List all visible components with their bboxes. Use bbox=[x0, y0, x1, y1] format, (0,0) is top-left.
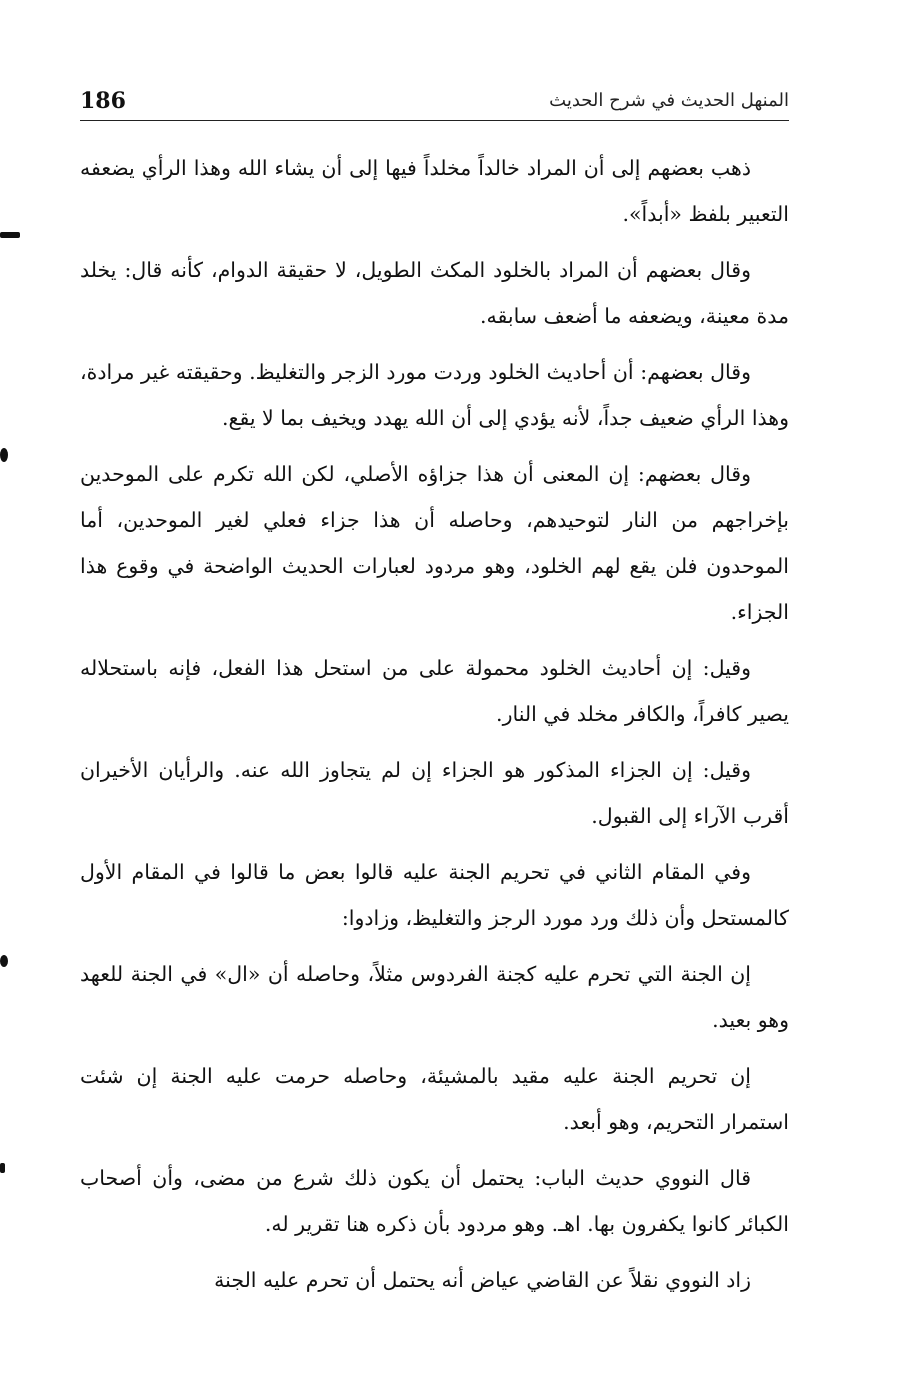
paragraph: وقال بعضهم: إن المعنى أن هذا جزاؤه الأصلي، لكن الله تكرم على الموحدين بإخراجهم من النار لتوحيدهم، وحاصله أن هذا جزاء فعلي لغير الموحدين، أما الموحدون فلن يقع لهم الخلود، وهو مردود لعبارات الحديث الواضحة في وقوع هذا الجزاء. bbox=[80, 462, 789, 624]
paragraph: وفي المقام الثاني في تحريم الجنة عليه قالوا بعض ما قالوا في المقام الأول كالمستحل وأن ذلك ورد مورد الرجز والتغليظ، وزادوا: bbox=[80, 860, 789, 930]
paragraph: وقال بعضهم أن المراد بالخلود المكث الطويل، لا حقيقة الدوام، كأنه قال: يخلد مدة معينة، ويضعفه ما أضعف سابقه. bbox=[80, 258, 789, 328]
scan-edge-mark bbox=[0, 1163, 5, 1173]
page-number: 186 bbox=[80, 88, 126, 114]
scan-edge-mark bbox=[0, 232, 20, 238]
paragraph: ذهب بعضهم إلى أن المراد خالداً مخلداً فيها إلى أن يشاء الله وهذا الرأي يضعفه التعبير بلفظ «أبداً». bbox=[80, 156, 789, 226]
paragraph: قال النووي حديث الباب: يحتمل أن يكون ذلك شرع من مضى، وأن أصحاب الكبائر كانوا يكفرون بها. اهـ. وهو مردود بأن ذكره هنا تقرير له. bbox=[80, 1166, 789, 1236]
paragraph: إن الجنة التي تحرم عليه كجنة الفردوس مثلاً، وحاصله أن «ال» في الجنة للعهد وهو بعيد. bbox=[80, 962, 789, 1032]
scan-edge-mark bbox=[0, 448, 8, 462]
running-title: المنهل الحديث في شرح الحديث bbox=[549, 90, 789, 111]
paragraph: وقيل: إن الجزاء المذكور هو الجزاء إن لم يتجاوز الله عنه. والرأيان الأخيران أقرب الآراء إلى القبول. bbox=[80, 758, 789, 828]
scan-edge-mark bbox=[0, 955, 8, 967]
paragraph: وقال بعضهم: أن أحاديث الخلود وردت مورد الزجر والتغليظ. وحقيقته غير مرادة، وهذا الرأي ضعيف جداً، لأنه يؤدي إلى أن الله يهدد ويخيف بما لا يقع. bbox=[80, 360, 789, 430]
paragraph: وقيل: إن أحاديث الخلود محمولة على من استحل هذا الفعل، فإنه باستحلاله يصير كافراً، والكافر مخلد في النار. bbox=[80, 656, 789, 726]
page-body bbox=[80, 145, 789, 1313]
paragraph: زاد النووي نقلاً عن القاضي عياض أنه يحتمل أن تحرم عليه الجنة bbox=[214, 1268, 751, 1292]
paragraph: إن تحريم الجنة عليه مقيد بالمشيئة، وحاصله حرمت عليه الجنة إن شئت استمرار التحريم، وهو أبعد. bbox=[80, 1064, 789, 1134]
page-header bbox=[80, 80, 789, 121]
